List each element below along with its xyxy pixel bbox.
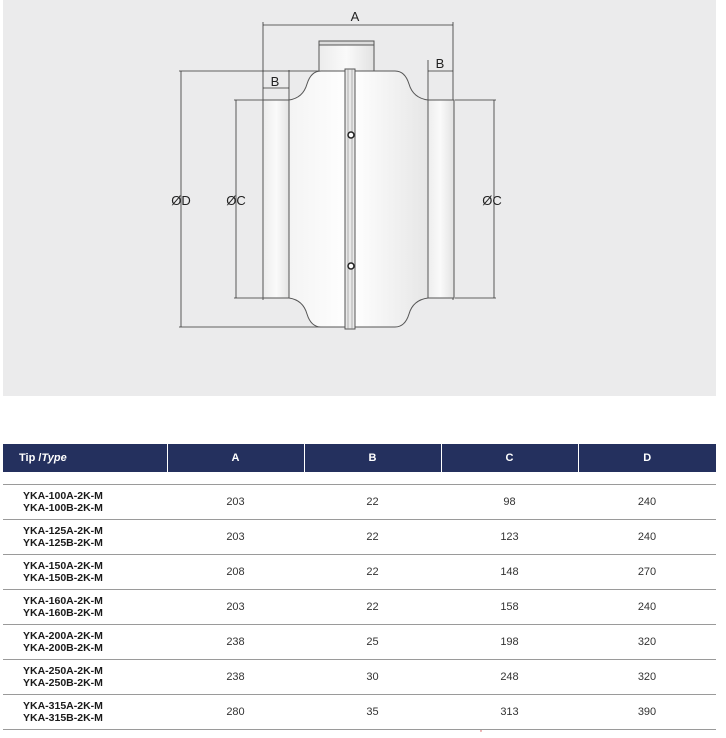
table-spacer-row [3, 472, 716, 485]
cell-type [3, 590, 167, 625]
fan-body [263, 41, 454, 329]
cell-b: 22 [304, 520, 441, 555]
cell-d: 390 [578, 695, 716, 730]
cell-b: 22 [304, 485, 441, 520]
cell-d: 320 [578, 625, 716, 660]
model-a-code: YKA-150A-2K-M [23, 560, 103, 572]
label-diameter-d: ØD [171, 193, 191, 208]
cell-d: 240 [578, 520, 716, 555]
header-b: B [304, 444, 441, 472]
table-row [3, 660, 716, 695]
cell-a: 203 [167, 520, 304, 555]
model-b-code: YKA-200B-2K-M [23, 642, 103, 654]
header-d: D [578, 444, 716, 472]
label-b-left: B [270, 74, 280, 89]
cell-type [3, 660, 167, 695]
label-diameter-c-left: ØC [226, 193, 246, 208]
header-type-main: Tip / [19, 452, 42, 464]
cell-b: 30 [304, 660, 441, 695]
header-type [3, 444, 167, 472]
cell-b: 25 [304, 625, 441, 660]
model-a-code: YKA-160A-2K-M [23, 595, 103, 607]
table-row [3, 485, 716, 520]
cell-b: 22 [304, 590, 441, 625]
model-a-code: YKA-200A-2K-M [23, 630, 103, 642]
cell-type [3, 555, 167, 590]
table-row [3, 555, 716, 590]
technical-drawing-panel [3, 0, 716, 396]
footnote-mark: * [480, 730, 482, 736]
header-c: C [441, 444, 578, 472]
cell-d: 240 [578, 485, 716, 520]
cell-type [3, 485, 167, 520]
cell-c: 248 [441, 660, 578, 695]
label-diameter-c-right: ØC [482, 193, 502, 208]
model-b-code: YKA-100B-2K-M [23, 502, 103, 514]
cell-a: 280 [167, 695, 304, 730]
cell-c: 198 [441, 625, 578, 660]
table-row [3, 590, 716, 625]
cell-c: 98 [441, 485, 578, 520]
fan-dimension-drawing [3, 0, 716, 396]
header-type-italic: Type [41, 452, 67, 464]
cell-type [3, 520, 167, 555]
cell-c: 313 [441, 695, 578, 730]
model-b-code: YKA-250B-2K-M [23, 677, 103, 689]
table-header-row [3, 444, 716, 472]
cell-d: 320 [578, 660, 716, 695]
model-a-code: YKA-315A-2K-M [23, 700, 103, 712]
model-b-code: YKA-150B-2K-M [23, 572, 103, 584]
cell-a: 203 [167, 485, 304, 520]
model-b-code: YKA-315B-2K-M [23, 712, 103, 724]
model-a-code: YKA-100A-2K-M [23, 490, 103, 502]
cell-a: 238 [167, 625, 304, 660]
label-a: A [350, 9, 360, 24]
cell-type [3, 625, 167, 660]
header-a: A [167, 444, 304, 472]
cell-d: 240 [578, 590, 716, 625]
cell-b: 22 [304, 555, 441, 590]
cell-a: 208 [167, 555, 304, 590]
cell-c: 123 [441, 520, 578, 555]
cell-a: 238 [167, 660, 304, 695]
model-a-code: YKA-125A-2K-M [23, 525, 103, 537]
table-row [3, 695, 716, 730]
table-row [3, 625, 716, 660]
cell-d: 270 [578, 555, 716, 590]
model-a-code: YKA-250A-2K-M [23, 665, 103, 677]
cell-c: 158 [441, 590, 578, 625]
cell-a: 203 [167, 590, 304, 625]
cell-b: 35 [304, 695, 441, 730]
model-b-code: YKA-125B-2K-M [23, 537, 103, 549]
table-row [3, 520, 716, 555]
cell-type [3, 695, 167, 730]
model-b-code: YKA-160B-2K-M [23, 607, 103, 619]
label-b-right: B [435, 56, 445, 71]
cell-c: 148 [441, 555, 578, 590]
dimensions-table [3, 444, 716, 730]
